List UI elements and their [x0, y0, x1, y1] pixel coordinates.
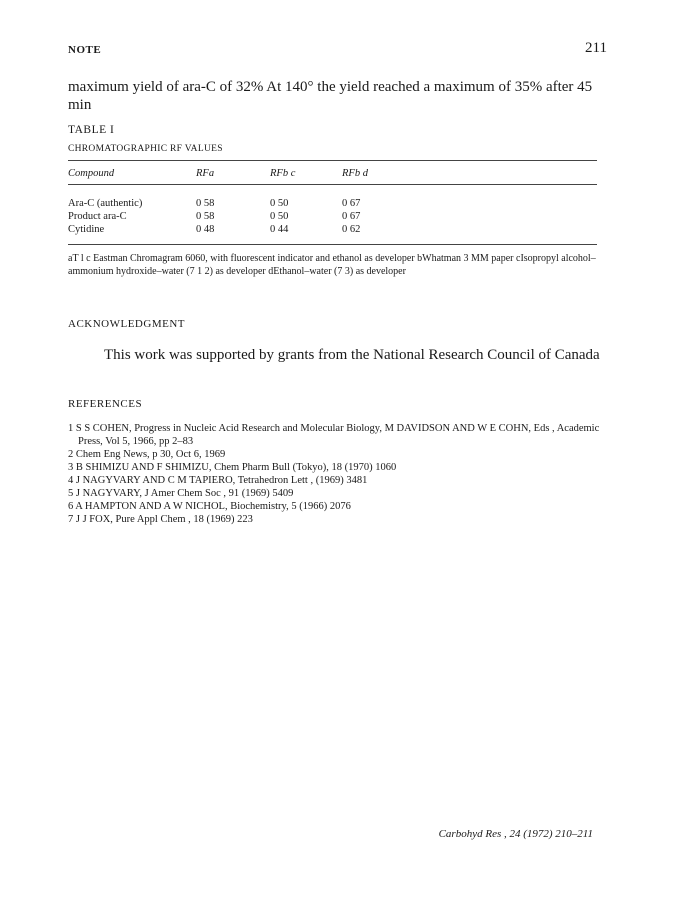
reference-item: 6 A HAMPTON AND A W NICHOL, Biochemistry, 5 (1966) 2076 [68, 501, 351, 512]
acknowledgment-text: This work was supported by grants from the National Research Council of Canada [104, 347, 600, 363]
references-heading: REFERENCES [68, 398, 143, 410]
table-cell: 0 44 [270, 224, 289, 235]
table-cell: 0 58 [196, 198, 215, 209]
table-cell: 0 50 [270, 211, 289, 222]
reference-item: 7 J J FOX, Pure Appl Chem , 18 (1969) 223 [68, 514, 253, 525]
running-header: NOTE [68, 44, 102, 56]
table-footnote: aT l c Eastman Chromagram 6060, with fluorescent indicator and ethanol as developer bWhatman 3 MM paper cIsopropyl alcohol–ammonium hydroxide–water (7 1 2) as developer dEthanol–water (7 3) as developer [68, 253, 596, 277]
table-cell: Product ara-C [68, 211, 127, 222]
table-label: TABLE I [68, 124, 115, 136]
reference-item: 2 Chem Eng News, p 30, Oct 6, 1969 [68, 449, 226, 460]
table-cell: 0 58 [196, 211, 215, 222]
acknowledgment-heading: ACKNOWLEDGMENT [68, 318, 185, 330]
reference-item: 1 S S COHEN, Progress in Nucleic Acid Research and Molecular Biology, M DAVIDSON AND W E COHN, Eds , Academic Press, Vol 5, 1966, pp 2–83 [68, 423, 600, 447]
table-cell: 0 50 [270, 198, 289, 209]
table-cell: 0 67 [342, 211, 361, 222]
table-top-rule [68, 160, 597, 161]
table-cell: 0 67 [342, 198, 361, 209]
column-header-rf-bd: RFb d [342, 168, 368, 179]
table-cell: Ara-C (authentic) [68, 198, 143, 209]
table-caption: CHROMATOGRAPHIC RF VALUES [68, 144, 223, 154]
table-cell: Cytidine [68, 224, 105, 235]
intro-paragraph: maximum yield of ara-C of 32% At 140° the yield reached a maximum of 35% after 45 min [68, 79, 593, 113]
table-cell: 0 62 [342, 224, 361, 235]
table-cell: 0 48 [196, 224, 215, 235]
reference-item: 3 B SHIMIZU AND F SHIMIZU, Chem Pharm Bull (Tokyo), 18 (1970) 1060 [68, 462, 397, 473]
journal-citation: Carbohyd Res , 24 (1972) 210–211 [438, 828, 593, 840]
table-header-rule [68, 184, 597, 185]
page-number: 211 [585, 40, 607, 56]
column-header-compound: Compound [68, 168, 115, 179]
table-bottom-rule [68, 244, 597, 245]
column-header-rf-a: RFa [196, 168, 215, 179]
reference-item: 4 J NAGYVARY AND C M TAPIERO, Tetrahedron Lett , (1969) 3481 [68, 475, 368, 486]
reference-item: 5 J NAGYVARY, J Amer Chem Soc , 91 (1969) 5409 [68, 488, 294, 499]
column-header-rf-bc: RFb c [270, 168, 296, 179]
reference-list [68, 422, 608, 526]
